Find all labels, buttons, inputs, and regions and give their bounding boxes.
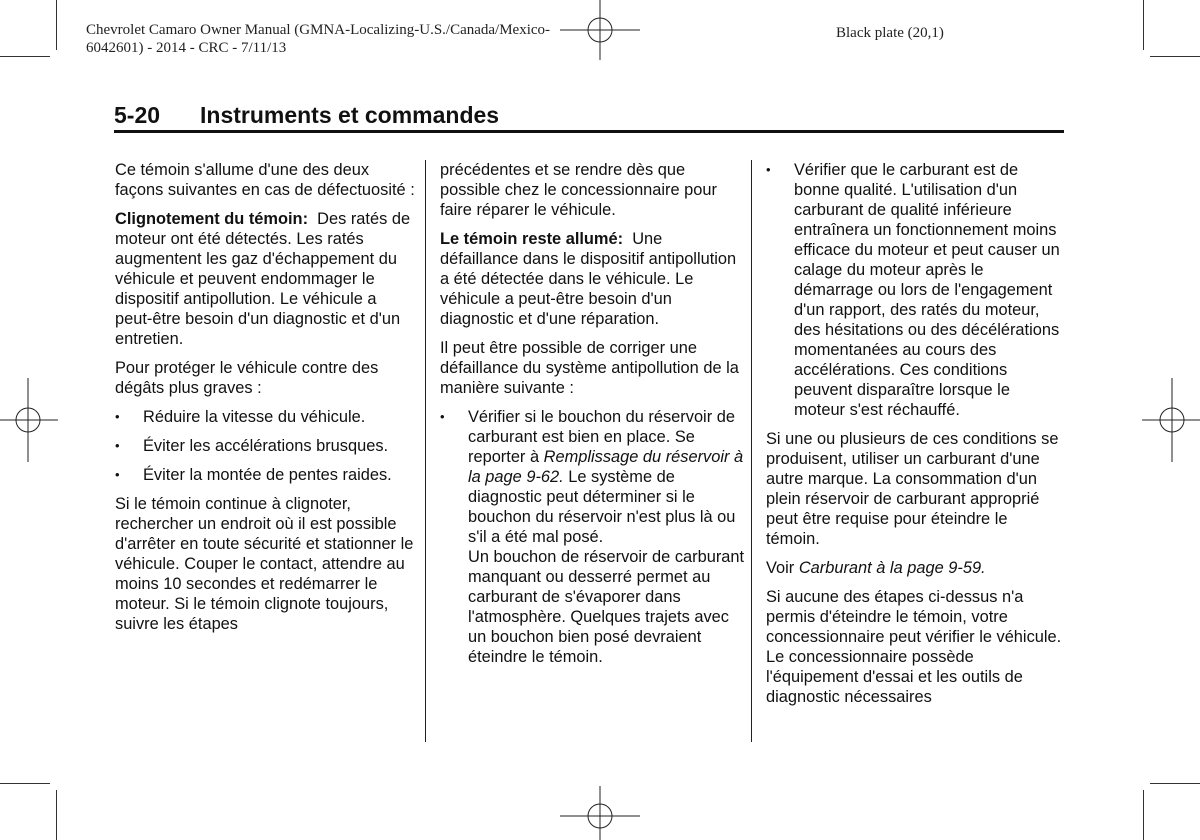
cross-reference-link[interactable]: Carburant à la page 9-59. xyxy=(798,559,986,577)
bullet-1-extra: Un bouchon de réservoir de carburant manquant ou desserré permet au carburant de s'évaporer dans l'atmosphère. Quelques trajets avec un bouchon bien posé devraient éteindre le témoin. xyxy=(468,548,745,666)
crop-mark xyxy=(56,790,57,840)
list-item xyxy=(766,160,1064,420)
steady-term: Le témoin reste allumé: xyxy=(440,230,624,248)
page-number: 5-20 xyxy=(114,102,161,128)
flash-term: Clignotement du témoin: xyxy=(115,210,309,228)
bullet: • xyxy=(440,409,445,424)
registration-mark-top xyxy=(558,0,642,60)
column-divider xyxy=(425,160,426,742)
page-heading xyxy=(114,100,1064,132)
column-3 xyxy=(766,160,1064,716)
list-item-text: Réduire la vitesse du véhicule. xyxy=(143,408,366,426)
bullet: • xyxy=(115,467,120,482)
continue-paragraph: Si le témoin continue à clignoter, rechercher un endroit où il est possible d'arrêter en toute sécurité et stationner le véhicule. Couper le contact, attendre au moins 10 secondes et redémarrer le moteur. Si le témoin clignote toujours, suivre les étapes xyxy=(115,495,414,633)
bullet-1-pre: Vérifier si le bouchon du réservoir de carburant est bien en place. Se reporter à xyxy=(468,408,735,466)
bullet: • xyxy=(115,438,120,453)
cross-reference-link[interactable]: Remplissage du réservoir à la page 9-62. xyxy=(468,448,744,486)
crop-mark xyxy=(56,0,57,50)
flash-paragraph xyxy=(115,209,415,349)
print-header-left xyxy=(86,21,626,57)
conditions-paragraph: Si une ou plusieurs de ces conditions se produisent, utiliser un carburant d'une autre marque. La consommation d'un plein réservoir de carburant approprié peut être requise pour éteindre le témoin. xyxy=(766,430,1059,548)
crop-mark xyxy=(0,56,50,57)
continued-paragraph: précédentes et se rendre dès que possible chez le concessionnaire pour faire réparer le véhicule. xyxy=(440,161,717,219)
registration-mark-bottom xyxy=(558,786,642,840)
list-item xyxy=(440,407,745,667)
list-item-text: Éviter la montée de pentes raides. xyxy=(143,466,392,484)
list-item-text: Éviter les accélérations brusques. xyxy=(143,437,389,455)
registration-mark-right xyxy=(1140,378,1200,462)
bullet: • xyxy=(766,162,771,177)
column-2 xyxy=(440,160,745,667)
flash-body: Des ratés de moteur ont été détectés. Les ratés augmentent les gaz d'échappement du véhicule et peuvent endommager le dispositif antipollution. Le véhicule a peut-être besoin d'un diagnostic et d'un entretien. xyxy=(115,210,411,348)
print-header-line-1: Chevrolet Camaro Owner Manual (GMNA-Localizing-U.S./Canada/Mexico- xyxy=(86,22,551,38)
registration-mark-left xyxy=(0,378,60,462)
see-prefix: Voir xyxy=(766,559,795,577)
bullet-1-post: Le système de diagnostic peut déterminer si le bouchon du réservoir n'est plus là ou s'il a été mal posé. xyxy=(468,468,736,546)
list-item xyxy=(115,407,415,427)
possible-paragraph: Il peut être possible de corriger une défaillance du système antipollution de la manière suivante : xyxy=(440,339,739,397)
bullet: • xyxy=(115,409,120,424)
steady-body: Une défaillance dans le dispositif antipollution a été détectée dans le véhicule. Le véhicule a peut-être besoin d'un diagnostic et d'une réparation. xyxy=(440,230,737,328)
none-paragraph: Si aucune des étapes ci-dessus n'a permis d'éteindre le témoin, votre concessionnaire peut vérifier le véhicule. Le concessionnaire possède l'équipement d'essai et les outils de diagnostic nécessaires xyxy=(766,588,1062,706)
crop-mark xyxy=(0,783,50,784)
list-item-text: Vérifier que le carburant est de bonne qualité. L'utilisation d'un carburant de qualité inférieure entraînera un fonctionnement moins efficace du moteur et peut causer un calage du moteur après le démarrage ou lors de l'engagement d'un rapport, des ratés du moteur, des hésitations ou des décélérations momentanées au cours des accélérations. Ces conditions peuvent disparaître lorsque le moteur s'est réchauffé. xyxy=(794,161,1060,419)
crop-mark xyxy=(1150,783,1200,784)
steady-paragraph xyxy=(440,229,745,329)
print-header-right: Black plate (20,1) xyxy=(836,25,944,41)
column-divider xyxy=(751,160,752,742)
list-item xyxy=(115,465,415,485)
protect-paragraph: Pour protéger le véhicule contre des dégâts plus graves : xyxy=(115,359,379,397)
see-paragraph xyxy=(766,558,1064,578)
crop-mark xyxy=(1143,790,1144,840)
column-1 xyxy=(115,160,415,643)
crop-mark xyxy=(1150,56,1200,57)
crop-mark xyxy=(1143,0,1144,50)
print-header-line-2: 6042601) - 2014 - CRC - 7/11/13 xyxy=(86,40,287,56)
list-item xyxy=(115,436,415,456)
intro-paragraph: Ce témoin s'allume d'une des deux façons suivantes en cas de défectuosité : xyxy=(115,161,415,199)
title-rule xyxy=(114,130,1064,133)
page-title: Instruments et commandes xyxy=(200,102,500,128)
